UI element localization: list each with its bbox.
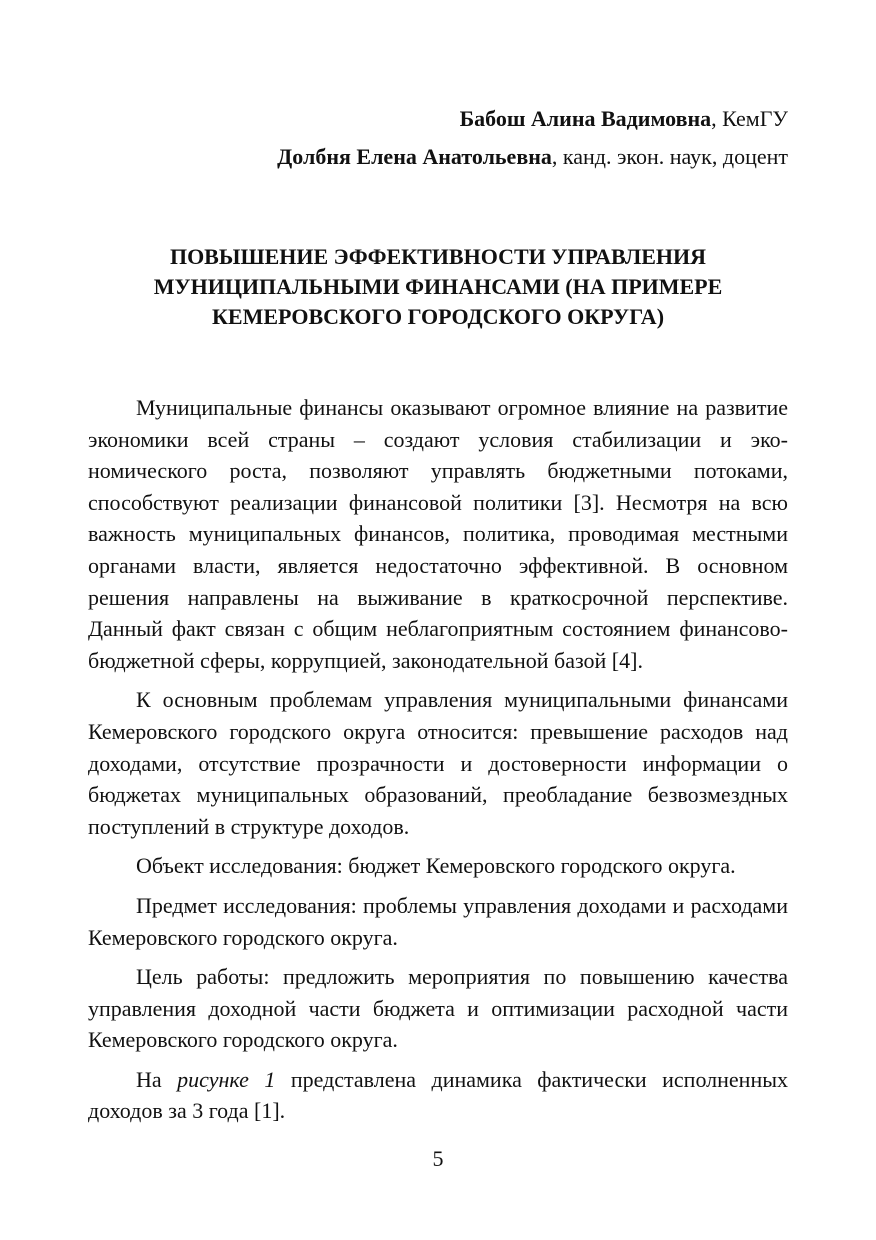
paragraph-6-end: представлена динамика фактически исполненных доходов за 3 года [1]. — [88, 1066, 789, 1124]
author-line-1 — [277, 100, 788, 138]
paragraph-4: Предмет исследования: проблемы управления доходами и расходами Кемеровского городского округа. — [88, 892, 788, 950]
paragraph-6 — [88, 1064, 788, 1127]
title-line-1: ПОВЫШЕНИЕ ЭФФЕКТИВНОСТИ УПРАВЛЕНИЯ — [169, 244, 707, 269]
paragraph-3: Объект исследования: бюджет Кемеровского городского округа. — [136, 853, 736, 879]
author-affiliation-1: , КемГУ — [711, 106, 788, 131]
document-page — [88, 0, 788, 1240]
author-affiliation-2: , канд. экон. наук, доцент — [551, 144, 788, 169]
page-number: 5 — [432, 1146, 444, 1171]
author-block — [277, 100, 788, 176]
article-title — [88, 242, 788, 332]
figure-reference: рисунке 1 — [177, 1066, 276, 1092]
title-line-2: МУНИЦИПАЛЬНЫМИ ФИНАНСАМИ (НА ПРИМЕРЕ — [153, 274, 723, 299]
paragraph-1: Муниципальные финансы оказывают огромное влияние на развитие экономики всей страны – создают условия стабилизации и экономического роста, позволяют управлять бюджетными потоками, способствуют реализации финансовой политики [3]. Несмотря на всю важность муниципальных финансов, политика, проводимая местными органами власти, является недостаточно эффективной. В основном решения направлены на выживание в краткосрочной перспективе. Данный факт связан с общим неблагоприятным состоянием финансово-бюджетной сферы, коррупцией, законодательной базой [4]. — [88, 395, 788, 673]
author-name-2: Долбня Елена Анатольевна — [277, 144, 552, 169]
title-line-3: КЕМЕРОВСКОГО ГОРОДСКОГО ОКРУГА) — [211, 304, 665, 329]
author-line-2 — [277, 138, 788, 176]
paragraph-5: Цель работы: предложить мероприятия по повышению качества управления доходной части бюджета и оптимизации расходной части Кемеровского городского округа. — [88, 964, 788, 1053]
paragraph-2: К основным проблемам управления муниципальными финансами Кемеровского городского округа относится: превышение расходов над доходами, отсутствие прозрачности и достоверности информации о бюджетах муниципальных образований, преобладание безвозмездных поступлений в структуре доходов. — [88, 687, 788, 839]
article-body — [88, 392, 788, 1135]
paragraph-6-start: На — [136, 1066, 178, 1092]
author-name-1: Бабош Алина Вадимовна — [459, 106, 712, 131]
